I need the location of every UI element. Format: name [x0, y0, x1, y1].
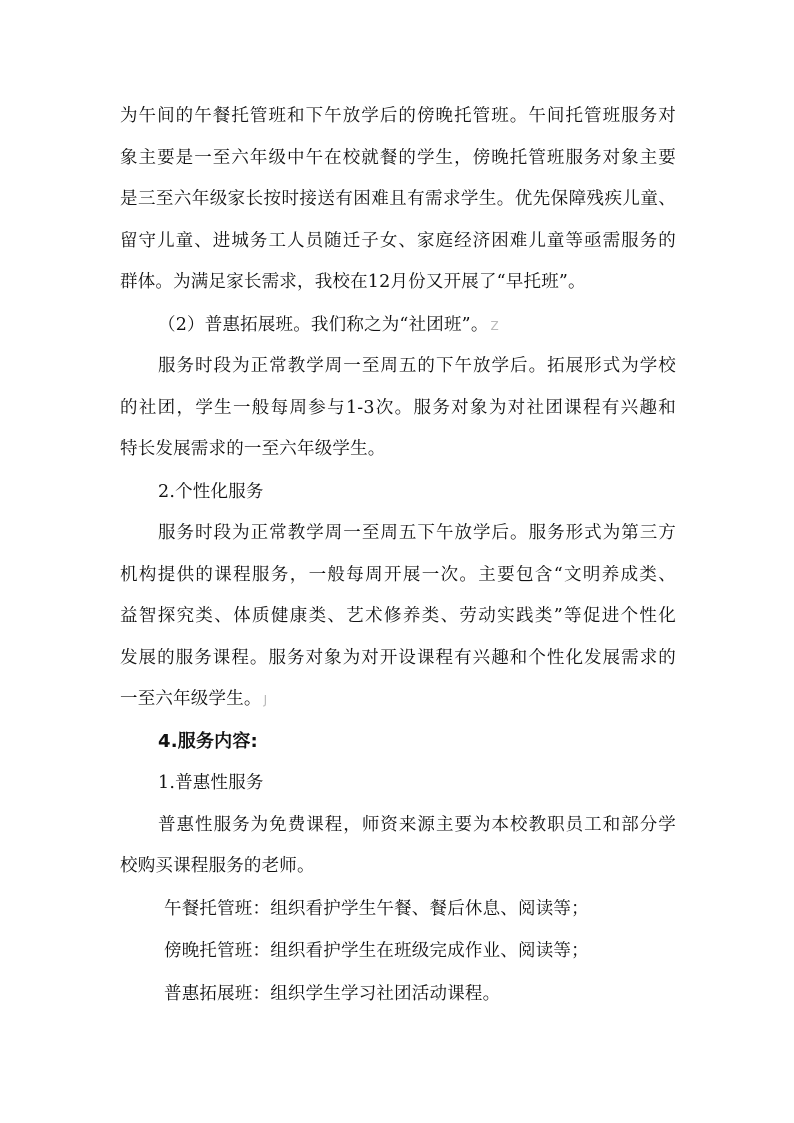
paragraph-1-line-4: 留守儿童、进城务工人员随迁子女、家庭经济困难儿童等亟需服务的: [120, 231, 676, 251]
paragraph-1-line-1: 为午间的午餐托管班和下午放学后的傍晚托管班。午间托管班服务对: [120, 106, 676, 126]
paragraph-1-line-3: 是三至六年级家长按时接送有困难且有需求学生。优先保障残疾儿童、: [120, 189, 676, 209]
subsection-1-title: 1.普惠性服务: [158, 773, 264, 793]
paragraph-3-line-3: 益智探究类、体质健康类、艺术修养类、劳动实践类”等促进个性化: [120, 606, 676, 626]
list-item-evening-care: 傍晚托管班：组织看护学生在班级完成作业、阅读等；: [164, 941, 589, 961]
paragraph-3-line-2: 机构提供的课程服务，一般每周开展一次。主要包含“文明养成类、: [120, 565, 676, 585]
list-item-lunch-care: 午餐托管班：组织看护学生午餐、餐后休息、阅读等；: [164, 899, 589, 919]
paragraph-1-line-2: 象主要是一至六年级中午在校就餐的学生，傍晚托管班服务对象主要: [120, 148, 676, 168]
paragraph-4-line-2: 校购买课程服务的老师。: [120, 856, 315, 876]
item-2-title: [158, 313, 499, 338]
paragraph-4-line-1: 普惠性服务为免费课程，师资来源主要为本校教职员工和部分学: [158, 815, 676, 835]
edit-mark: J: [263, 693, 268, 707]
paragraph-1-line-5: 群体。为满足家长需求，我校在12月份又开展了“早托班”。: [120, 272, 586, 292]
paragraph-2-line-2: 的社团，学生一般每周参与1-3次。服务对象为对社团课程有兴趣和: [120, 398, 676, 418]
paragraph-2-line-1: 服务时段为正常教学周一至周五的下午放学后。拓展形式为学校: [158, 356, 676, 376]
section-2-title: 2.个性化服务: [158, 482, 264, 502]
edit-mark: Z: [490, 319, 499, 333]
item-2-title-text: （2）普惠拓展班。我们称之为“社团班”。: [158, 315, 489, 335]
paragraph-3-line-4: 发展的服务课程。服务对象为对开设课程有兴趣和个性化发展需求的: [120, 648, 676, 668]
paragraph-3-line-5: [120, 687, 267, 712]
paragraph-2-line-3: 特长发展需求的一至六年级学生。: [120, 439, 386, 459]
section-4-heading: 4.服务内容:: [158, 731, 258, 752]
paragraph-3-line-5-text: 一至六年级学生。: [120, 689, 262, 709]
list-item-extension-class: 普惠拓展班：组织学生学习社团活动课程。: [164, 984, 501, 1004]
paragraph-3-line-1: 服务时段为正常教学周一至周五下午放学后。服务形式为第三方: [158, 523, 676, 543]
